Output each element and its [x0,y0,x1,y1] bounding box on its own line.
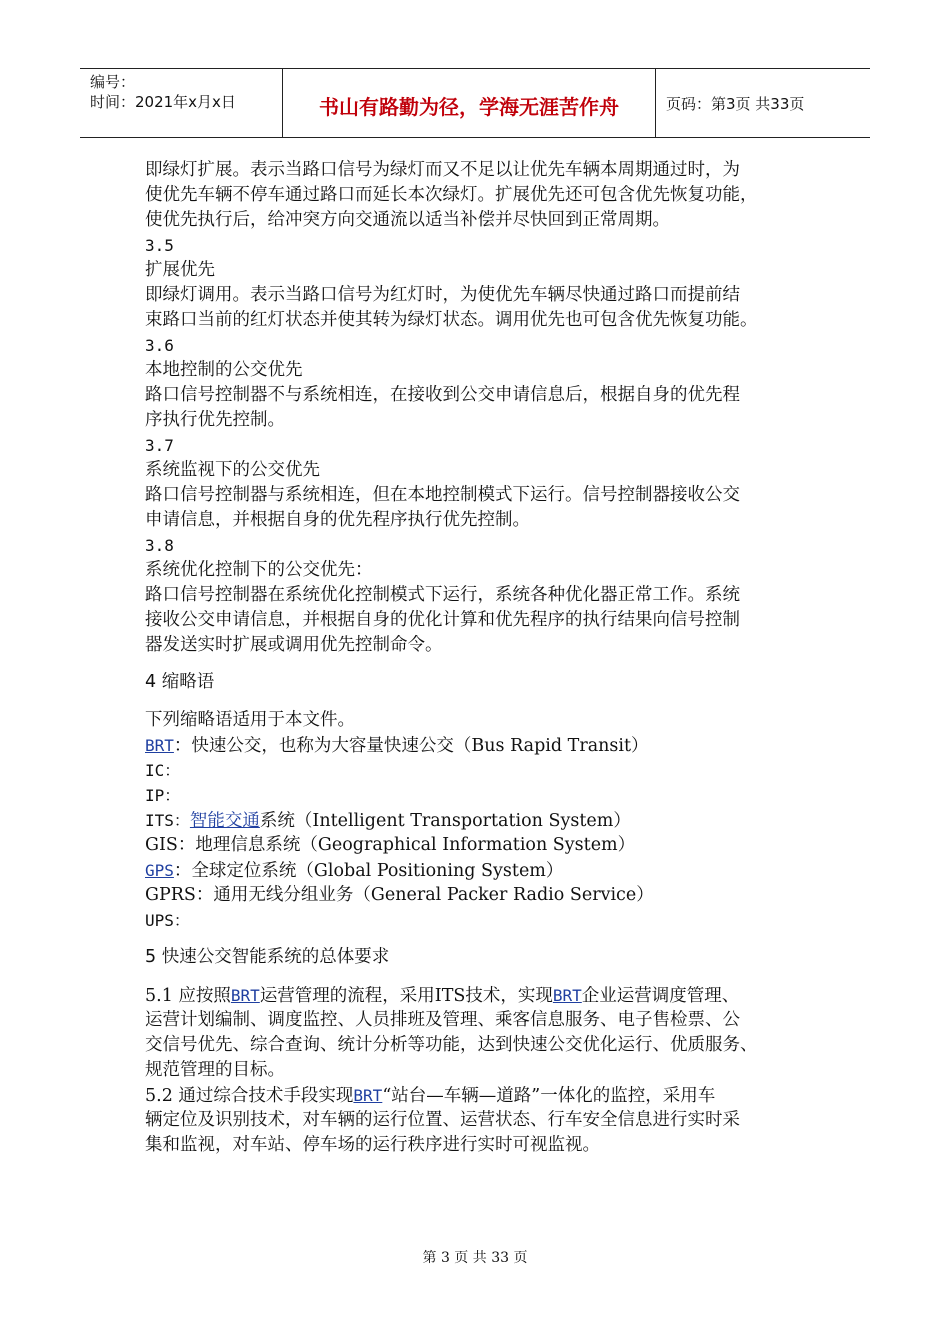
abbreviation-item: IC： [145,761,181,780]
section-title: 系统监视下的公交优先 [145,460,320,480]
abbreviation-item [145,808,825,833]
abbreviation-item: GPRS：通用无线分组业务（General Packer Radio Service） [145,885,654,905]
abbreviation-item: UPS： [145,911,190,930]
section-number: 3.8 [145,536,174,555]
page-header [80,68,870,138]
section-number: 3.6 [145,336,174,355]
brt-link[interactable]: BRT [353,1086,383,1105]
abbreviation-intro: 下列缩略语适用于本文件。 [145,710,355,730]
paragraph-line: 申请信息，并根据自身的优先程序执行优先控制。 [145,510,530,530]
paragraph-line: 使优先车辆不停车通过路口而延长本次绿灯。扩展优先还可包含优先恢复功能， [145,185,758,205]
paragraph-line: 序执行优先控制。 [145,410,285,430]
section-title: 扩展优先 [145,260,215,280]
paragraph-line: 即绿灯扩展。表示当路口信号为绿灯而又不足以让优先车辆本周期通过时，为 [145,160,740,180]
header-slogan: 书山有路勤为径，学海无涯苦作舟 [319,95,619,119]
paragraph-line: 使优先执行后，给冲突方向交通流以适当补偿并尽快回到正常周期。 [145,210,670,230]
text-run: 控制模式下运行，系统各种优化器正常工作。系统 [355,585,740,605]
abbreviation-text: ：全球定位系统（Global Positioning System） [173,861,564,881]
text-run: 5.1 应按照 [145,986,231,1006]
brt-link[interactable]: BRT [230,986,260,1005]
paragraph-line: 交信号优先、综合查询、统计分析等功能，达到快速公交优化运行、优质服务、 [145,1035,758,1055]
paragraph-line: 路口信号控制器与系统相连，但在本地控制模式下运行。信号控制器接收公交 [145,485,740,505]
section-5-title: 5 快速公交智能系统的总体要求 [145,947,390,967]
paragraph-line: 运营计划编制、调度监控、人员排班及管理、乘客信息服务、电子售检票、公 [145,1010,740,1030]
abbreviation-item [145,858,825,883]
text-run: 路口信号控制器在 [145,585,285,605]
paragraph-line: 接收公交申请信息，并根据自身的优化计算和优先程序的执行结果向信号控制 [145,610,740,630]
document-body [145,158,825,1158]
paragraph-line [145,1083,825,1108]
paragraph-line: 辆定位及识别技术，对车辆的运行位置、运营状态、行车安全信息进行实时采 [145,1110,740,1130]
page-footer: 第 3 页 共 33 页 [422,1250,528,1266]
abbreviation-text: 系统（Intelligent Transportation System） [259,811,631,831]
paragraph-line: 器发送实时扩展或调用优先控制命令。 [145,635,443,655]
text-run: 企业运营调度管理、 [581,986,740,1006]
text-run: 运营管理的流程，采用ITS技术，实现 [259,986,553,1006]
paragraph-line: 集和监视，对车站、停车场的运行秩序进行实时可视监视。 [145,1135,600,1155]
paragraph-line: 即绿灯调用。表示当路口信号为红灯时，为使优先车辆尽快通过路口而提前结 [145,285,740,305]
paragraph-line [145,583,825,608]
paragraph-line: 路口信号控制器不与系统相连，在接收到公交申请信息后，根据自身的优先程 [145,385,740,405]
intelligent-transport-link[interactable]: 智能交通 [189,811,260,831]
paragraph-line [145,983,825,1008]
section-title: 系统优化控制下的公交优先： [145,560,373,580]
gps-link[interactable]: GPS [145,861,174,880]
brt-link[interactable]: BRT [145,736,174,755]
abbreviation-text: ：快速公交，也称为大容量快速公交（Bus Rapid Transit） [173,736,649,756]
abbreviation-item: GIS：地理信息系统（Geographical Information System） [145,835,636,855]
text-run: “站台—车辆—道路”一体化的监控，采用车 [382,1086,716,1106]
abbreviation-term: ITS： [145,811,190,830]
brt-link[interactable]: BRT [552,986,582,1005]
abbreviation-item [145,733,825,758]
section-number: 3.5 [145,236,174,255]
abbreviation-item: IP： [145,786,181,805]
document-code-label: 编号： [90,73,136,91]
text-run: 5.2 通过综合技术手段实现 [145,1086,354,1106]
document-date-label: 时间：2021年x月x日 [90,93,236,111]
header-page-cell [656,69,870,137]
paragraph-line: 规范管理的目标。 [145,1060,285,1080]
emphasis-run: 系统优化 [285,585,355,605]
section-title: 本地控制的公交优先 [145,360,303,380]
paragraph-line: 束路口当前的红灯状态并使其转为绿灯状态。调用优先也可包含优先恢复功能。 [145,310,758,330]
section-4-title: 4 缩略语 [145,672,215,692]
header-slogan-cell [283,69,656,137]
section-number: 3.7 [145,436,174,455]
header-meta-cell [80,69,283,137]
header-page-info: 页码：第3页 共33页 [666,95,805,113]
